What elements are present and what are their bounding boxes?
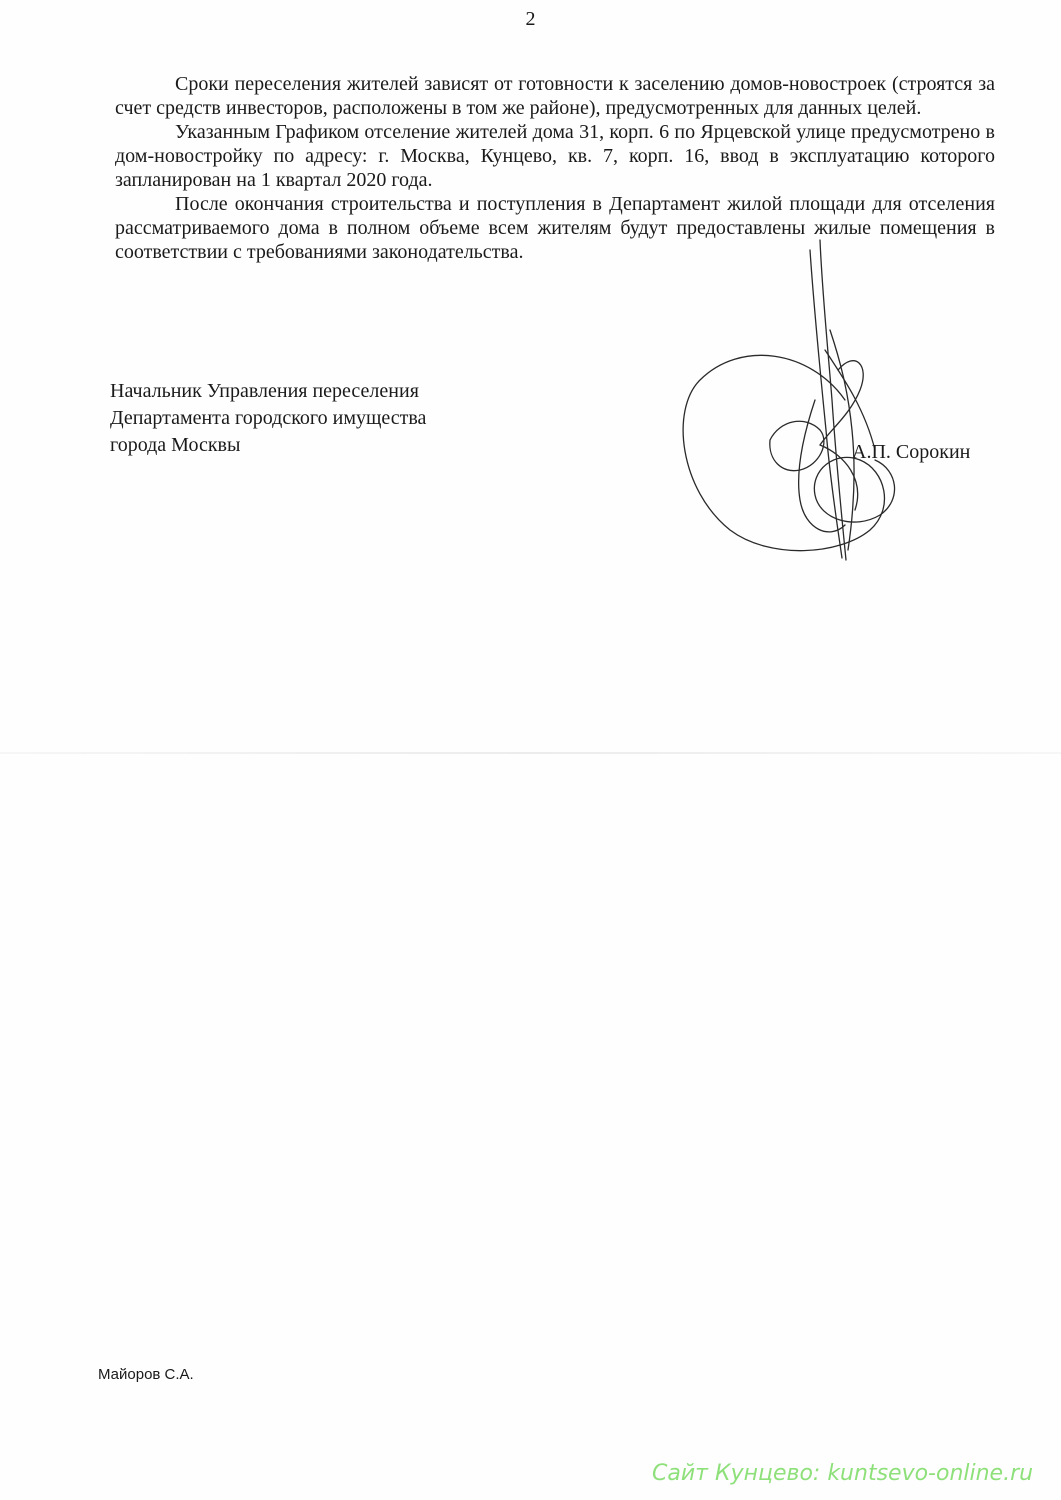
paragraph-resettlement-terms: Сроки переселения жителей зависят от готовности к заселению домов-новостроек (строятся за счет средств инвесторов, расположены в том же районе), предусмотренных для данных целей. [115, 73, 995, 119]
handwritten-signature [670, 230, 910, 570]
signatory-title-line: города Москвы [110, 434, 241, 456]
paper-fold-line [0, 752, 1061, 754]
site-watermark: Сайт Кунцево: kuntsevo-online.ru [652, 1461, 1034, 1486]
paragraph-housing-provision: После окончания строительства и поступления в Департамент жилой площади для отселения рассматриваемого дома в полном объеме всем жителям будут предоставлены жилые помещения в соответствии с требованиями законодательства. [115, 193, 995, 263]
signatory-title-line: Начальник Управления переселения [110, 380, 419, 402]
page-number: 2 [525, 8, 536, 30]
paragraph-schedule-address: Указанным Графиком отселение жителей дома 31, корп. 6 по Ярцевской улице предусмотрено в дом-новостройку по адресу: г. Москва, Кунцево, кв. 7, корп. 16, ввод в эксплуатацию которого запланирован на 1 квартал 2020 года. [115, 121, 995, 191]
executor-name: Майоров С.А. [98, 1366, 194, 1383]
signatory-title [110, 378, 426, 459]
signatory-name: А.П. Сорокин [852, 441, 971, 463]
signatory-title-line: Департамента городского имущества [110, 407, 427, 429]
